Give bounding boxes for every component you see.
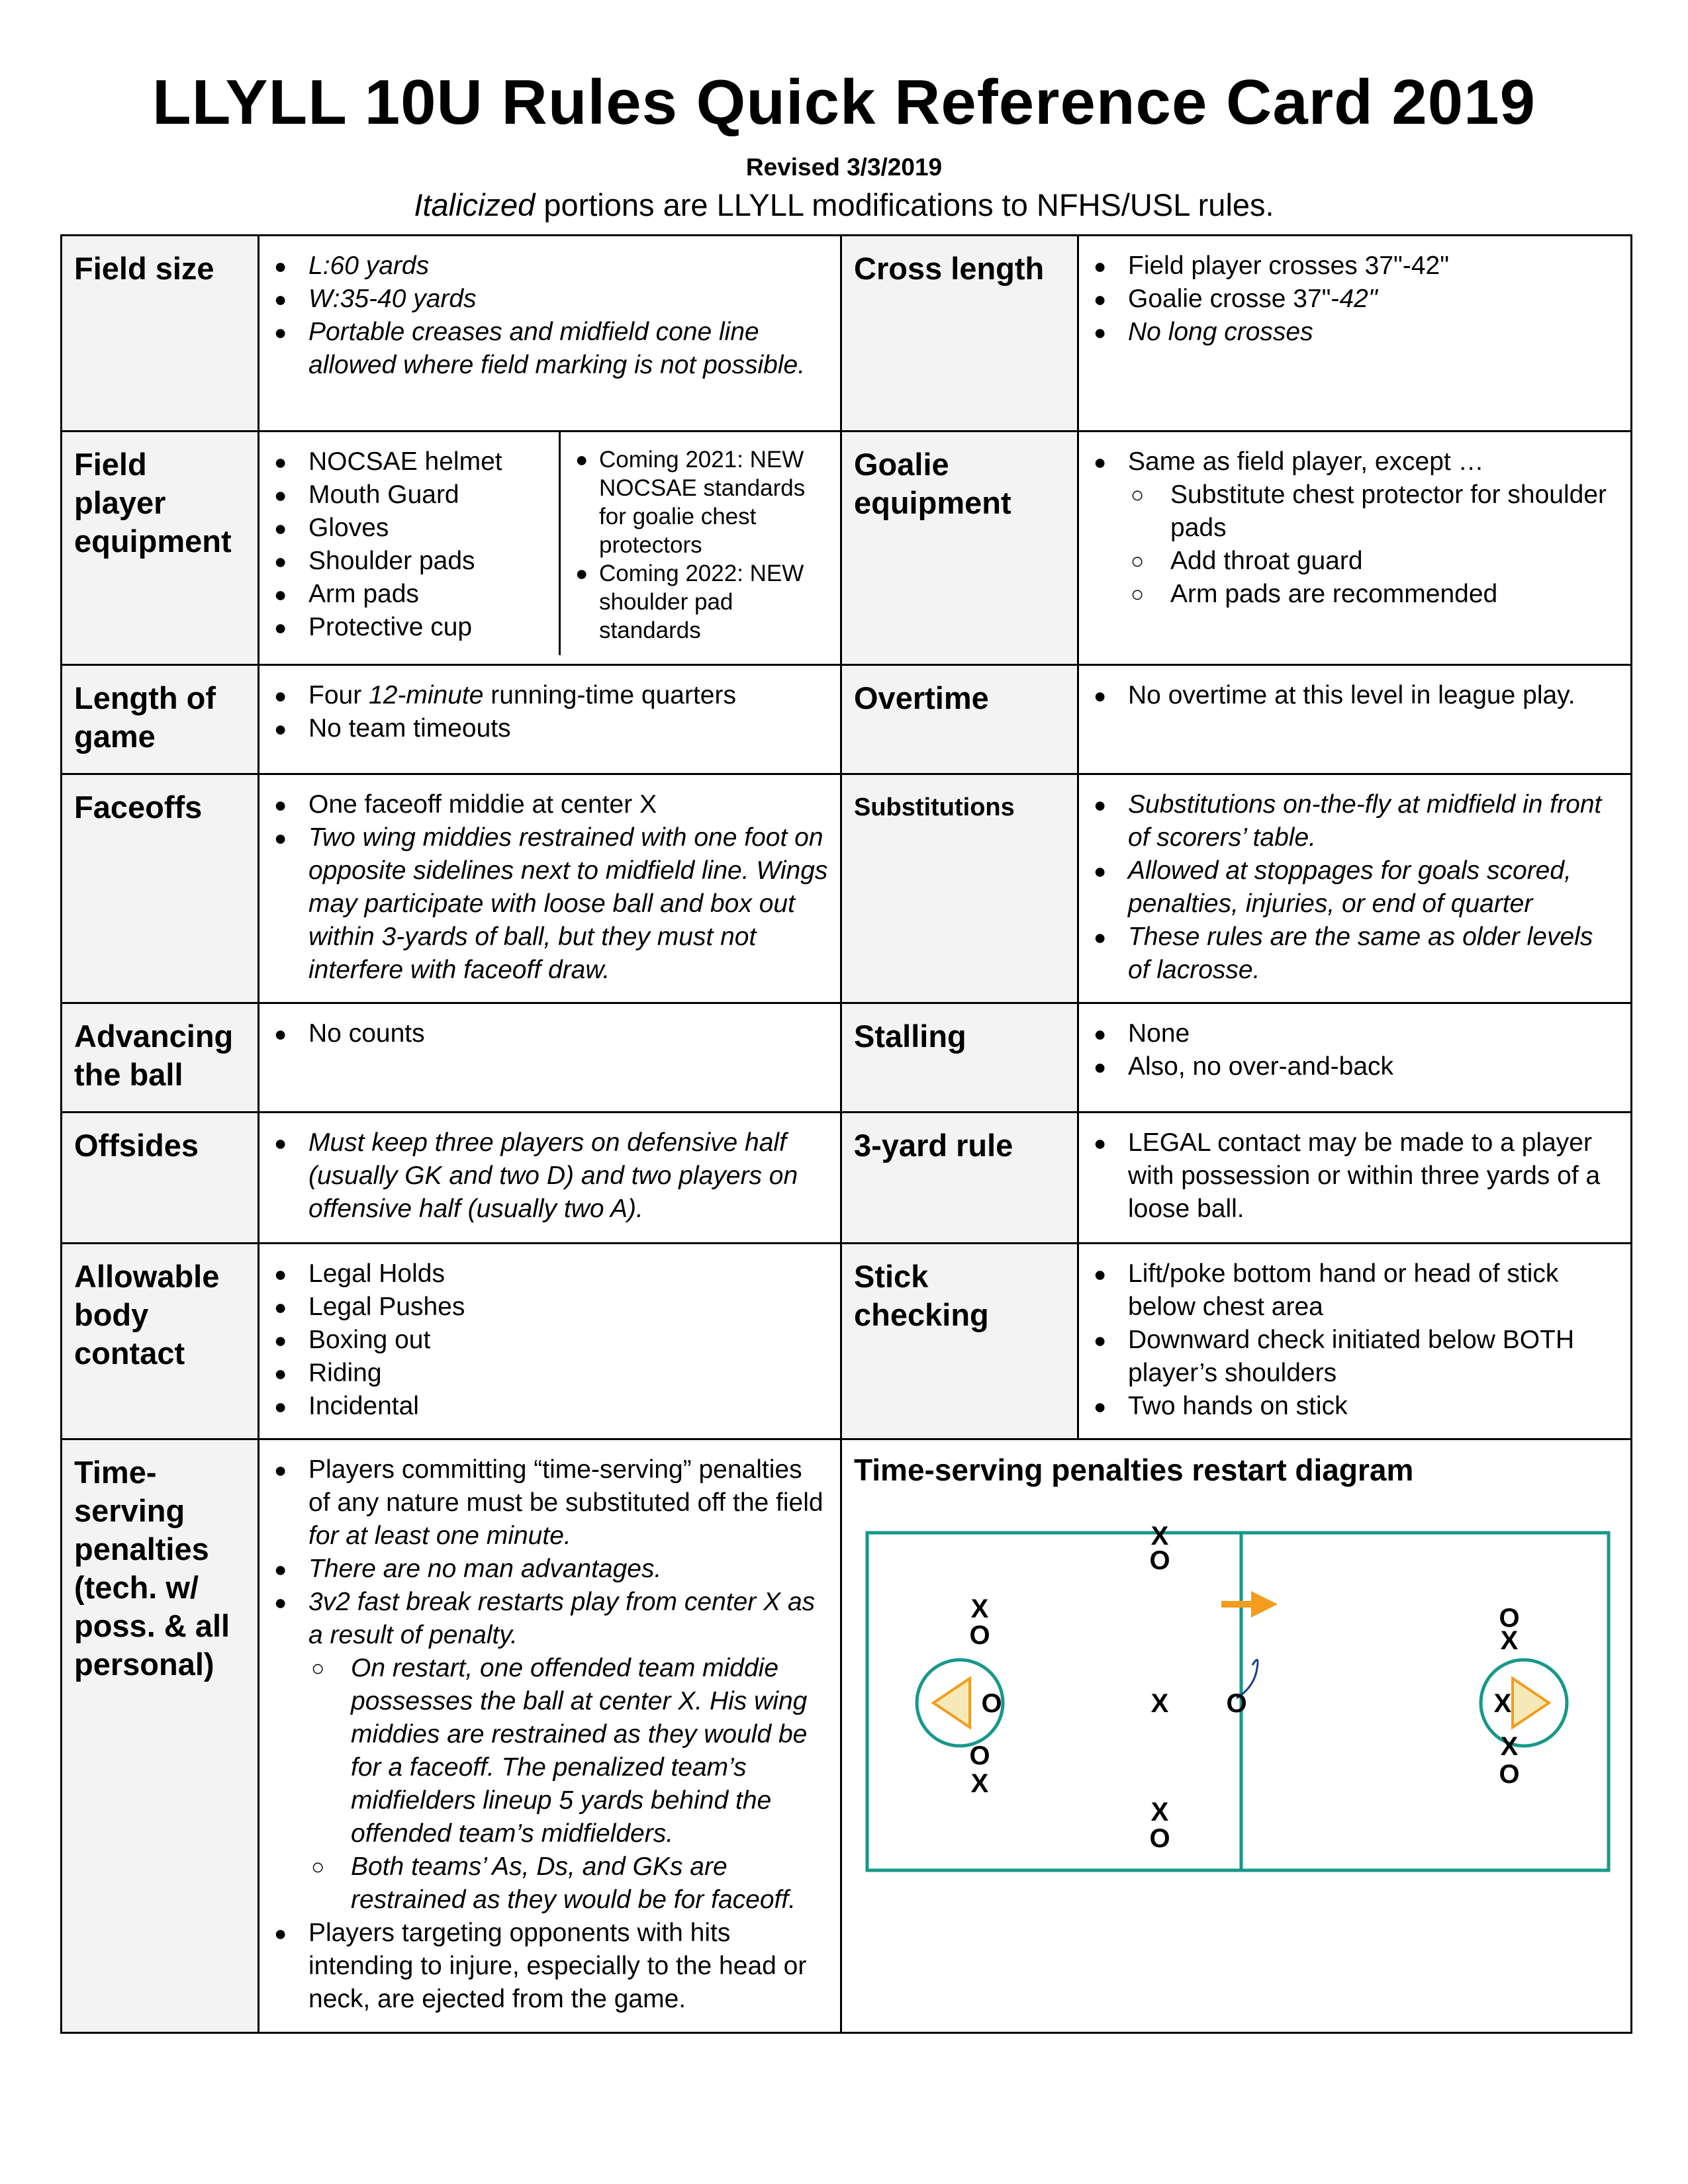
list-item: ● Portable creases and midfield cone line allowed where field marking is not possible. — [271, 316, 829, 382]
list-item: ● Coming 2022: NEW shoulder pad standards — [573, 559, 829, 645]
field-player-equipment-heading: Field player equipment — [62, 432, 259, 665]
list-item: ○ Add throat guard — [1091, 545, 1620, 578]
list-item: ● Incidental — [271, 1390, 829, 1423]
list-item: ● Coming 2021: NEW NOCSAE standards for goalie chest protectors — [573, 445, 829, 559]
mark-o: O — [981, 1689, 1002, 1718]
mark-x: X — [970, 1769, 989, 1798]
field-player-equipment-content — [259, 432, 841, 665]
arrow-head — [1251, 1591, 1278, 1617]
row-advancing — [62, 1003, 1632, 1113]
list-item: ● LEGAL contact may be made to a player with possession or within three yards of a loose ball. — [1091, 1126, 1620, 1226]
list-item: ● Protective cup — [271, 611, 548, 644]
substitutions-content — [1078, 774, 1632, 1003]
list-item: ● Riding — [271, 1357, 829, 1390]
mark-x: X — [1500, 1626, 1519, 1655]
list-item: ● Players targeting opponents with hits intending to injure, especially to the head or neck, are ejected from the game. — [271, 1917, 829, 2016]
text-italic: for at least one minute. — [308, 1522, 571, 1550]
list-item: ● No team timeouts — [271, 712, 829, 745]
list-item: ○ Arm pads are recommended — [1091, 578, 1620, 611]
text-italic: 12-minute — [369, 681, 484, 709]
diagram-cell — [841, 1439, 1632, 2033]
overtime-heading: Overtime — [841, 665, 1078, 774]
list-item — [1091, 283, 1620, 316]
row-body-contact — [62, 1244, 1632, 1439]
mark-x: X — [1150, 1689, 1169, 1718]
stalling-heading: Stalling — [841, 1003, 1078, 1113]
advancing-content — [259, 1003, 841, 1113]
mark-o: O — [1226, 1689, 1247, 1718]
time-serving-content — [259, 1439, 841, 2033]
list-item: ● No overtime at this level in league play. — [1091, 679, 1620, 712]
text: running-time quarters — [483, 681, 736, 709]
diagram-title: Time-serving penalties restart diagram — [854, 1453, 1414, 1487]
list-item: ● No long crosses — [1091, 316, 1620, 349]
text: Players committing “time-serving” penalties of any nature must be substituted off the field — [308, 1455, 823, 1517]
list-item: ● Legal Holds — [271, 1257, 829, 1291]
list-item: ● None — [1091, 1017, 1620, 1050]
list-item: ● Mouth Guard — [271, 478, 548, 512]
list-item: ● Gloves — [271, 512, 548, 545]
row-time-serving — [62, 1439, 1632, 2033]
field-size-content — [259, 236, 841, 432]
subtitle — [0, 187, 1688, 223]
list-item: ● There are no man advantages. — [271, 1553, 829, 1586]
goalie-equipment-heading: Goalie equipment — [841, 432, 1078, 665]
list-item: ● Lift/poke bottom hand or head of stick below chest area — [1091, 1257, 1620, 1324]
field-size-heading: Field size — [62, 236, 259, 432]
mark-x: X — [1500, 1732, 1519, 1761]
subtitle-rest: portions are LLYLL modifications to NFHS/USL rules. — [535, 187, 1274, 222]
list-item: ● Two hands on stick — [1091, 1390, 1620, 1423]
list-item: ○ Both teams’ As, Ds, and GKs are restrained as they would be for faceoff. — [271, 1850, 829, 1917]
mark-x: X — [970, 1594, 989, 1623]
list-item: ○ On restart, one offended team middie possesses the ball at center X. His wing middies are restrained as they would be for a faceoff. The penalized team’s midfielders lineup 5 yards behind the offended team’s midfielders. — [271, 1652, 829, 1850]
list-item — [271, 679, 829, 712]
revised-date: Revised 3/3/2019 — [745, 154, 943, 181]
list-item — [271, 1453, 829, 1553]
list-item: ● Allowed at stoppages for goals scored, penalties, injuries, or end of quarter — [1091, 854, 1620, 921]
row-faceoffs — [62, 774, 1632, 1003]
list-item: ● Two wing middies restrained with one foot on opposite sidelines next to midfield line. Wings may participate with loose ball and box out within 3-yards of ball, but they must not interfere with faceoff draw. — [271, 821, 829, 987]
mark-o: O — [1149, 1824, 1170, 1853]
mark-o: O — [1499, 1604, 1520, 1633]
mark-x: X — [1493, 1689, 1512, 1718]
length-of-game-content — [259, 665, 841, 774]
row-offsides — [62, 1113, 1632, 1244]
subtitle-italic: Italicized — [414, 187, 536, 222]
row-field-size — [62, 236, 1632, 432]
list-item: ● 3v2 fast break restarts play from center X as a result of penalty. — [271, 1586, 829, 1652]
list-item: ● Legal Pushes — [271, 1291, 829, 1324]
list-item: ● NOCSAE helmet — [271, 445, 548, 478]
body-contact-heading: Allowable body contact — [62, 1244, 259, 1439]
three-yard-heading: 3-yard rule — [841, 1113, 1078, 1244]
overtime-content — [1078, 665, 1632, 774]
list-item: ● Substitutions on-the-fly at midfield in front of scorers’ table. — [1091, 788, 1620, 854]
list-item: ● Arm pads — [271, 578, 548, 611]
text: Four — [308, 681, 369, 709]
stick-checking-heading: Stick checking — [841, 1244, 1078, 1439]
list-item: ● L:60 yards — [271, 250, 829, 283]
mark-o: O — [969, 1741, 990, 1770]
length-of-game-heading: Length of game — [62, 665, 259, 774]
list-item: ● These rules are the same as older levels of lacrosse. — [1091, 921, 1620, 987]
cross-length-heading: Cross length — [841, 236, 1078, 432]
goalie-crosse-italic: 42" — [1339, 285, 1378, 313]
list-item: ● Field player crosses 37"-42" — [1091, 250, 1620, 283]
restart-diagram — [854, 1506, 1635, 1877]
list-item: ● Boxing out — [271, 1324, 829, 1357]
row-equipment — [62, 432, 1632, 665]
row-length — [62, 665, 1632, 774]
list-item: ● No counts — [271, 1017, 829, 1050]
mark-o: O — [1499, 1760, 1520, 1789]
player-marks — [969, 1522, 1519, 1853]
body-contact-content — [259, 1244, 841, 1439]
list-item: ● Same as field player, except … — [1091, 445, 1620, 478]
faceoffs-content — [259, 774, 841, 1003]
mark-x: X — [1150, 1522, 1169, 1551]
mark-o: O — [969, 1621, 990, 1650]
faceoffs-heading: Faceoffs — [62, 774, 259, 1003]
mark-x: X — [1150, 1797, 1169, 1827]
list-item: ● W:35-40 yards — [271, 283, 829, 316]
rules-table — [60, 234, 1632, 2034]
goalie-equipment-content — [1078, 432, 1632, 665]
cross-length-content — [1078, 236, 1632, 432]
stick-checking-content — [1078, 1244, 1632, 1439]
advancing-heading: Advancing the ball — [62, 1003, 259, 1113]
goalie-crosse-text: Goalie crosse 37"- — [1128, 285, 1340, 313]
list-item: ● Must keep three players on defensive half (usually GK and two D) and two players on offensive half (usually two A). — [271, 1126, 829, 1226]
list-item: ● Downward check initiated below BOTH player’s shoulders — [1091, 1324, 1620, 1390]
offsides-heading: Offsides — [62, 1113, 259, 1244]
substitutions-heading: Substitutions — [841, 774, 1078, 1003]
offsides-content — [259, 1113, 841, 1244]
mark-o: O — [1149, 1546, 1170, 1575]
list-item: ● Shoulder pads — [271, 545, 548, 578]
time-serving-heading: Time-serving penalties (tech. w/ poss. & all personal) — [62, 1439, 259, 2033]
page-title: LLYLL 10U Rules Quick Reference Card 2019 — [152, 67, 1536, 138]
three-yard-content — [1078, 1113, 1632, 1244]
list-item: ○ Substitute chest protector for shoulder pads — [1091, 478, 1620, 545]
list-item: ● Also, no over-and-back — [1091, 1050, 1620, 1083]
stalling-content — [1078, 1003, 1632, 1113]
list-item: ● One faceoff middie at center X — [271, 788, 829, 821]
